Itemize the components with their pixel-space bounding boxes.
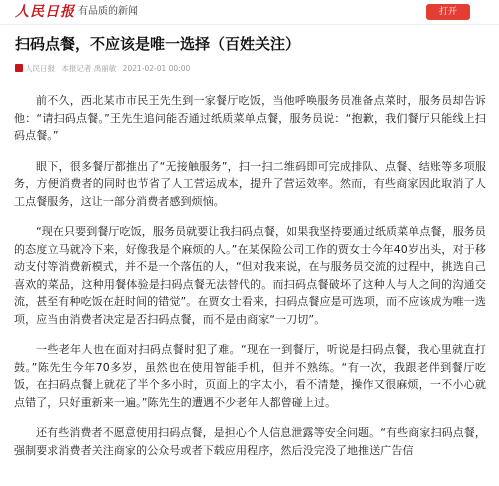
source-logo-icon xyxy=(15,64,23,72)
article-title: 扫码点餐，不应该是唯一选择（百姓关注） xyxy=(15,35,301,53)
article-source: 人民日报 xyxy=(25,64,55,73)
paragraph: 眼下，很多餐厅都推出了“无接触服务”，扫一扫二维码即可完成排队、点餐、结账等多项服务，方便消费者的同时也节省了人工营运成本，提升了营运效率。然而，有些商家因此取消了人工点餐服务，这让一部分消费者感到烦恼。 xyxy=(14,159,486,208)
paragraph: “现在只要到餐厅吃饭，服务员就要让我扫码点餐，如果我坚持要通过纸质菜单点餐，服务员的态度立马就冷下来，好像我是个麻烦的人。”在某保险公司工作的贾女士今年40岁出头，对于移动支付等消费新模式，并不是一个落伍的人，“但对我来说，在与服务员交流的过程中，挑选自己喜欢的菜品，这种用餐体验是扫码点餐无法替代的。而扫码点餐破坏了这种人与人之间的沟通交流，甚至有种吃饭在赶时间的错觉”。在贾女士看来，扫码点餐应是可选项，而不应该成为唯一选项，应当由消费者决定是否扫码点餐，而不是由商家“一刀切”。 xyxy=(14,225,486,326)
people-daily-logo[interactable]: 人民日报 xyxy=(15,4,75,20)
article-body xyxy=(14,92,486,472)
slogan: 有品质的新闻 xyxy=(78,6,138,17)
article-author: 本报记者 禹丽敏 xyxy=(61,64,117,73)
top-bar xyxy=(0,0,499,25)
article-date: 2021-02-01 00:00 xyxy=(122,64,191,73)
open-app-button[interactable]: 打开 xyxy=(426,4,470,20)
paragraph: 前不久，西北某市市民王先生到一家餐厅吃饭，当他呼唤服务员准备点菜时，服务员却告诉他：“请扫码点餐。”王先生追问能否通过纸质菜单点餐，服务员说：“抱歉，我们餐厅只能线上扫码点餐。” xyxy=(14,94,486,142)
paragraph: 一些老年人也在面对扫码点餐时犯了难。“现在一到餐厅，听说是扫码点餐，我心里就直打鼓。”陈先生今年70多岁，虽然也在使用智能手机，但并不熟练。“有一次，我跟老伴到餐厅吃饭，在扫码点餐上就花了半个多小时，页面上的字太小，看不清楚，操作又很麻烦，一不小心就点错了，只好重新来一遍。”陈先生的遭遇不少老年人都曾碰上过。 xyxy=(14,343,486,409)
paragraph: 还有些消费者不愿意使用扫码点餐，是担心个人信息泄露等安全问题。“有些商家扫码点餐，强制要求消费者关注商家的公众号或者下载应用程序，然后没完没了地推送广告信 xyxy=(14,426,486,457)
article-meta xyxy=(15,62,194,76)
